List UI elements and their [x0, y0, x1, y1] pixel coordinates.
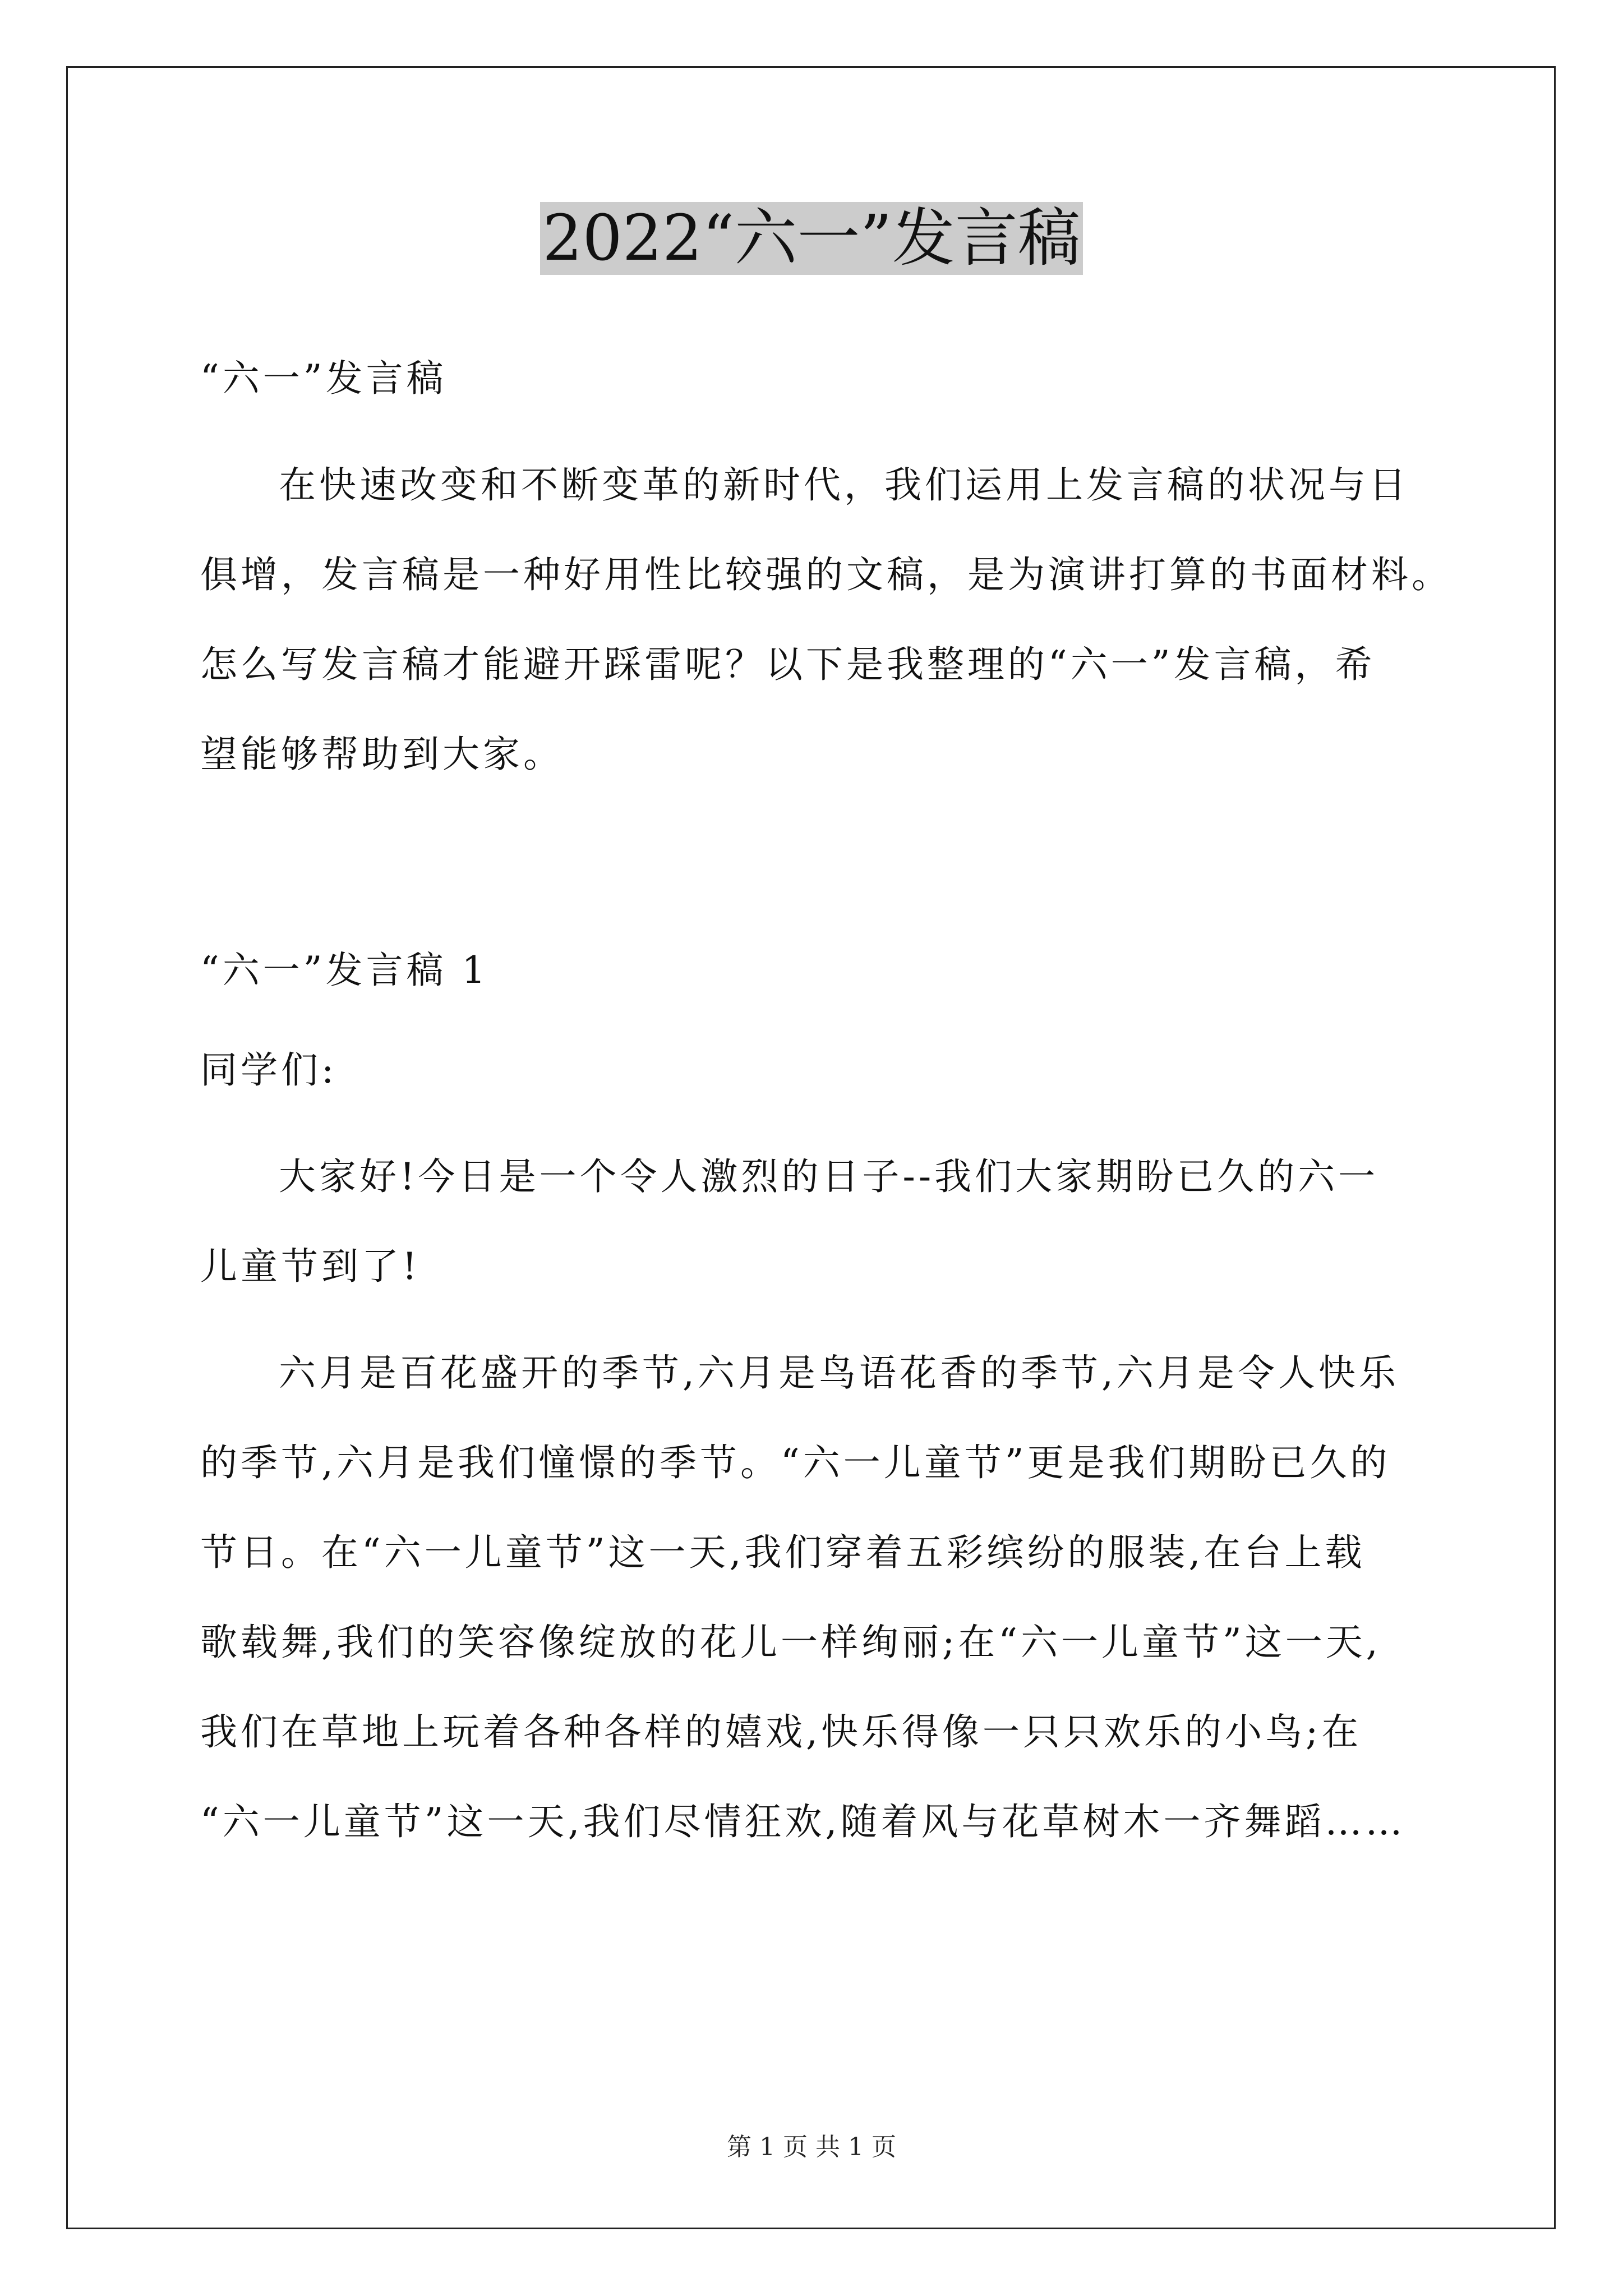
document-title — [0, 199, 1623, 278]
paragraph-line: 六月是百花盛开的季节,六月是鸟语花香的季节,六月是令人快乐 — [279, 1351, 1399, 1395]
salutation: 同学们: — [200, 1048, 338, 1092]
paragraph-line: 的季节,六月是我们憧憬的季节。“六一儿童节”更是我们期盼已久的 — [200, 1441, 1391, 1484]
paragraph-line: 我们在草地上玩着各种各样的嬉戏,快乐得像一只只欢乐的小鸟;在 — [200, 1710, 1362, 1754]
section-heading: “六一”发言稿 1 — [200, 949, 489, 992]
intro-line: 在快速改变和不断变革的新时代，我们运用上发言稿的状况与日 — [279, 463, 1409, 507]
paragraph-line: 歌载舞,我们的笑容像绽放的花儿一样绚丽;在“六一儿童节”这一天, — [200, 1621, 1381, 1664]
paragraph-line: 儿童节到了! — [200, 1245, 421, 1288]
intro-line: 俱增，发言稿是一种好用性比较强的文稿，是为演讲打算的书面材料。 — [200, 553, 1452, 596]
document-subtitle: “六一”发言稿 — [200, 357, 447, 400]
document-title-text: 2022“六一”发言稿 — [540, 202, 1083, 275]
intro-line: 望能够帮助到大家。 — [200, 733, 564, 776]
intro-line: 怎么写发言稿才能避开踩雷呢？以下是我整理的“六一”发言稿，希 — [200, 643, 1376, 686]
paragraph-line: “六一儿童节”这一天,我们尽情狂欢,随着风与花草树木一齐舞蹈…… — [200, 1800, 1406, 1843]
paragraph-line: 节日。在“六一儿童节”这一天,我们穿着五彩缤纷的服装,在台上载 — [200, 1531, 1366, 1574]
paragraph-line: 大家好!今日是一个令人激烈的日子--我们大家期盼已久的六一 — [279, 1155, 1379, 1198]
page-footer: 第 1 页 共 1 页 — [727, 2133, 896, 2161]
